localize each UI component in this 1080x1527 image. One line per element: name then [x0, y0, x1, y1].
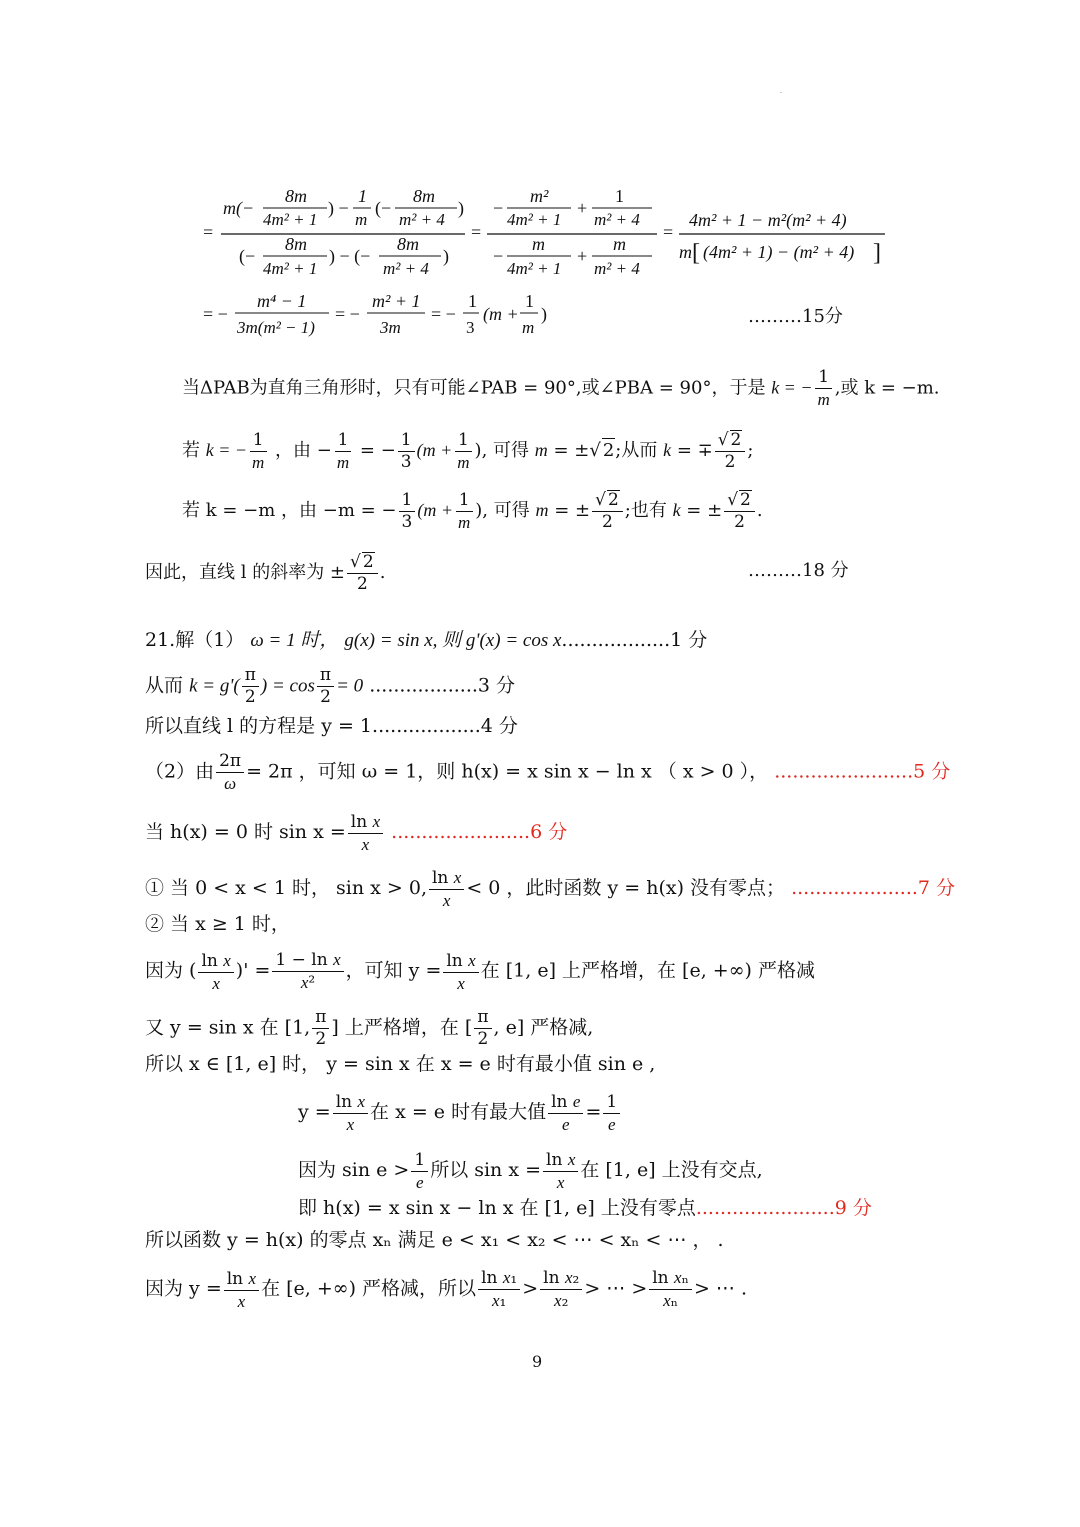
svg-text:m: m — [532, 234, 545, 254]
svg-text:8m: 8m — [285, 234, 307, 254]
svg-text:]: ] — [873, 240, 881, 266]
q21-line-10: 所以 x ∈ [1, e] 时， y = sin x 在 x = e 时有最小值 sin e , — [145, 1053, 656, 1075]
svg-text:): ) — [443, 246, 449, 266]
derivation-row-1 — [195, 178, 915, 288]
right-triangle-text: 当ΔPAB为直角三角形时，只有可能∠PAB = 90°,或∠PBA = 90°，于是 — [182, 377, 766, 399]
q21-line-15: 因为 y = $\frac{\text{ln x}}{x}$ 在 [e, +∞) 严格减，所以 $\frac{\text{ln x₁}}{\text{x₁}}$ > $\frac{\text{ln x₂}}{\text{x₂}}$ > ⋯ > $\frac{\text{ln xₙ}}{\text{xₙ}}$ > ⋯ . — [145, 1268, 747, 1311]
svg-text:(−: (− — [375, 198, 392, 218]
svg-text:+: + — [577, 198, 588, 218]
svg-text:3m: 3m — [380, 318, 401, 337]
case2-line: 若 k = −m ，由 −m = − $\frac{1}{3}$ (m + $\frac{1}{m}$ ), 可得 m = ± $\frac{√ 2}{2}$ ;也有 k = ± $\frac{√ 2}{2}$ . — [182, 489, 763, 532]
svg-text:1: 1 — [358, 186, 367, 206]
svg-text:8m: 8m — [397, 234, 419, 254]
svg-text:3m(m² − 1): 3m(m² − 1) — [237, 318, 315, 337]
svg-text:) − (−: ) − (− — [329, 246, 371, 266]
q21-line-2: 从而 k = g'( $\frac{\pi}{2}$ ) = cos $\frac{\pi}{2}$ = 0 ..................3 分 — [145, 665, 516, 707]
svg-text:4m² + 1: 4m² + 1 — [507, 210, 562, 229]
svg-text:m: m — [355, 210, 368, 229]
score-9: .......................9 分 — [695, 1197, 872, 1219]
svg-text:1: 1 — [525, 291, 534, 311]
svg-text:+: + — [577, 246, 588, 266]
svg-text:m²: m² — [530, 186, 549, 206]
svg-text:m² + 4: m² + 4 — [383, 259, 429, 278]
svg-text:1: 1 — [615, 186, 624, 206]
svg-text:=: = — [663, 222, 674, 242]
q21-line-12: 因为 sin e > $\frac{1}{e}$ 所以 sin x = $\frac{\text{ln x}}{x}$ 在 [1, e] 上没有交点, — [298, 1149, 763, 1192]
svg-text:−: − — [493, 198, 504, 218]
q21-line-7: ② 当 x ≥ 1 时， — [145, 913, 290, 935]
svg-text:m² + 1: m² + 1 — [372, 291, 421, 311]
score-6: .......................6 分 — [391, 821, 568, 843]
score-15: ………15分 — [748, 306, 843, 327]
svg-text:= −: = − — [203, 304, 228, 324]
svg-text:−: − — [493, 246, 504, 266]
page-number: 9 — [532, 1352, 543, 1371]
svg-text:8m: 8m — [285, 186, 307, 206]
q21-line-4: （2）由 $\frac{2\pi}{\omega}$ = 2π ，可知 ω = 1，则 h(x) = x sin x − ln x （ x > 0 ）， .......................5 分 — [145, 751, 951, 793]
q21-line-11: y = $\frac{\text{ln x}}{x}$ 在 x = e 时有最大值 $\frac{\text{ln e}}{e}$ = $\frac{1}{e}$ — [298, 1092, 622, 1134]
svg-text:): ) — [458, 198, 464, 218]
svg-text:4m² + 1: 4m² + 1 — [263, 259, 318, 278]
q21-line-6: ① 当 0 < x < 1 时， sin x > 0, $\frac{\text{ln x}}{x}$ < 0 ，此时函数 y = h(x) 没有零点； .....................7 分 — [145, 868, 956, 910]
svg-text:=: = — [471, 222, 482, 242]
svg-text:(4m² + 1) − (m² + 4): (4m² + 1) − (m² + 4) — [703, 242, 855, 262]
q21-line-5: 当 h(x) = 0 时 sin x = $\frac{\text{ln x}}{x}$ .......................6 分 — [145, 812, 568, 854]
svg-text:m: m — [613, 234, 626, 254]
svg-text:4m² + 1: 4m² + 1 — [263, 210, 318, 229]
svg-text:=: = — [203, 222, 214, 242]
svg-text:(m +: (m + — [483, 304, 519, 324]
derivation-row-2 — [195, 288, 755, 348]
svg-text:m: m — [679, 242, 692, 262]
q21-line-14: 所以函数 y = h(x) 的零点 xₙ 满足 e < x₁ < x₂ < ⋯ < xₙ < ⋯ ， . — [145, 1229, 724, 1251]
score-5: .......................5 分 — [774, 760, 951, 783]
conclusion-line: 因此，直线 l 的斜率为 ± $\frac{√ 2}{2}$ . — [145, 552, 386, 594]
svg-text:1: 1 — [468, 291, 477, 311]
svg-text:) −: ) − — [328, 198, 349, 218]
svg-text:m² + 4: m² + 4 — [594, 210, 640, 229]
svg-text:= −: = − — [335, 304, 360, 324]
score-7: .....................7 分 — [791, 877, 956, 899]
q21-line-8: 因为 ( $\frac{\text{ln x}}{x}$ )' = $\frac{\text{1 − ln x}}{\text{x²}}$ ，可知 y = $\frac{\text{ln x}}{x}$ 在 [1, e] 上严格增，在 [e, +∞) 严格减 — [145, 950, 815, 993]
svg-text:m² + 4: m² + 4 — [594, 259, 640, 278]
svg-text:m(−: m(− — [223, 198, 255, 218]
case1-line: 若 k = − $\frac{1}{m}$ ，由 − $\frac{1}{m}$ = − $\frac{1}{3}$ (m + $\frac{1}{m}$ ), 可得 m = ±√ 2;从而 k = ∓ $\frac{√ 2}{2}$ ; — [182, 429, 754, 472]
right-triangle-line: 当ΔPAB为直角三角形时，只有可能∠PAB = 90°,或∠PBA = 90°，于是 k = − $\frac{1}{m}$ ,或 k = −m. — [182, 367, 940, 409]
svg-text:): ) — [541, 304, 547, 324]
svg-text:4m² + 1: 4m² + 1 — [507, 259, 562, 278]
svg-text:= −: = − — [431, 304, 456, 324]
svg-text:m⁴ − 1: m⁴ − 1 — [257, 291, 307, 311]
svg-text:3: 3 — [466, 318, 475, 337]
q21-line-13: 即 h(x) = x sin x − ln x 在 [1, e] 上没有零点.......................9 分 — [298, 1197, 872, 1219]
svg-text:4m² + 1 − m²(m² + 4): 4m² + 1 − m²(m² + 4) — [689, 210, 847, 230]
q21-line-9: 又 y = sin x 在 [1, $\frac{\pi}{2}$ ] 上严格增，在 [ $\frac{\pi}{2}$ , e] 严格减, — [145, 1007, 594, 1049]
svg-text:(−: (− — [239, 246, 256, 266]
scan-mark — [780, 92, 782, 93]
q21-line-3: 所以直线 l 的方程是 y = 1..................4 分 — [145, 715, 518, 737]
svg-text:m² + 4: m² + 4 — [399, 210, 445, 229]
svg-text:8m: 8m — [413, 186, 435, 206]
svg-text:[: [ — [692, 240, 700, 266]
right-triangle-tail: ,或 k = −m. — [834, 377, 940, 399]
score-18: ………18 分 — [748, 560, 849, 581]
q21-line-1: 21.解（1） ω = 1 时， g(x) = sin x, 则 g'(x) = cos x..................1 分 — [145, 629, 708, 651]
svg-text:m: m — [522, 318, 535, 337]
